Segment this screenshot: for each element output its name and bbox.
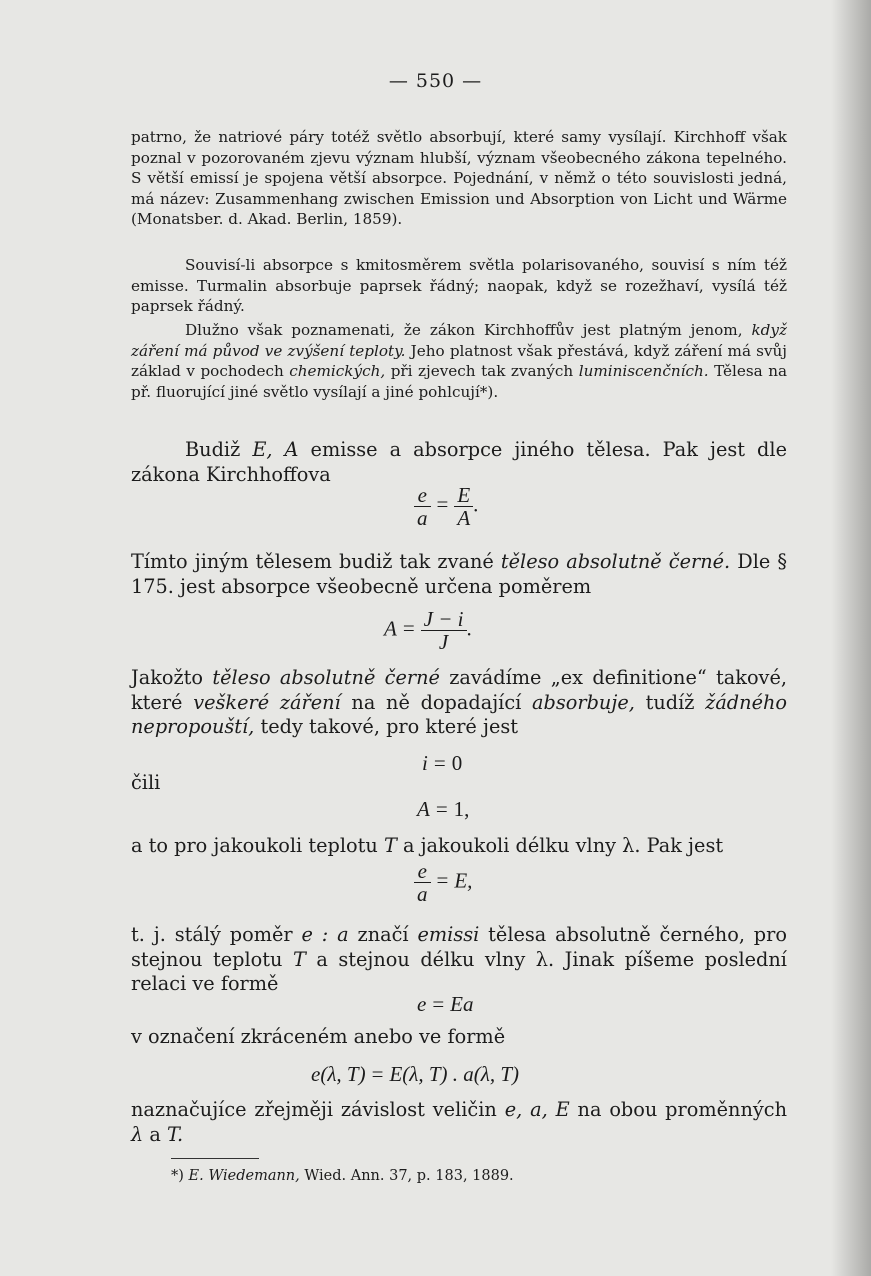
- paragraph-any-temperature: [131, 834, 787, 859]
- math-symbol: T: [383, 834, 397, 857]
- paragraph-text: Jakožto: [131, 666, 204, 689]
- emphasis-text: absorbuje,: [532, 690, 635, 714]
- equation-lhs: A: [384, 616, 397, 641]
- fraction-denominator: a: [417, 882, 428, 906]
- emphasis-text: emissi: [417, 923, 480, 946]
- paragraph-text: Budiž: [185, 438, 241, 461]
- paragraph-constant-ratio: [131, 923, 787, 997]
- paragraph-text: Tělesa na př. fluorující jiné světlo vysílají a jiné pohlcují*).: [131, 362, 788, 401]
- fraction-numerator: E: [454, 484, 473, 507]
- paragraph-budiz: [131, 438, 787, 487]
- paragraph-text: a jakoukoli délku vlny λ. Pak jest: [402, 834, 724, 857]
- emphasis-text: luminiscenčních.: [578, 362, 709, 381]
- fraction: [421, 608, 467, 653]
- equation-rhs: 1,: [453, 797, 470, 821]
- paragraph-text: a stejnou délku vlny λ. Jinak píšeme poslední relaci ve formě: [131, 947, 787, 995]
- emphasis-text: chemických,: [289, 362, 386, 381]
- paragraph-text: Tímto jiným tělesem budiž tak zvané: [131, 550, 494, 573]
- paragraph-definition: [131, 666, 787, 740]
- paragraph-abbreviated: [131, 1025, 787, 1050]
- page-edge-shadow: [831, 0, 871, 1276]
- equation-rhs: E,: [454, 868, 473, 893]
- fraction-numerator: e: [414, 860, 431, 883]
- emphasis-text: když záření má původ ve zvýšení teploty.: [131, 321, 787, 360]
- equation-rhs: E(λ, T) . a(λ, T): [389, 1062, 520, 1086]
- paragraph-text: Dle § 175. jest absorpce všeobecně určena poměrem: [131, 550, 787, 598]
- fraction-denominator: A: [457, 506, 471, 530]
- footnote-mark: *): [171, 1168, 184, 1184]
- paragraph-kirchhoff-intro: [131, 127, 787, 230]
- paragraph-text: emisse a absorpce jiného tělesa. Pak jest dle zákona Kirchhoffova: [131, 438, 787, 486]
- equation-lhs: A: [417, 797, 430, 821]
- footnote: [171, 1168, 514, 1184]
- paragraph-dependence: [131, 1098, 787, 1147]
- emphasis-text: žádného nepropouští,: [131, 690, 788, 738]
- fraction-denominator: J: [438, 630, 449, 654]
- equation-a-one: [417, 797, 469, 822]
- paragraph-text: při zjevech tak zvaných: [390, 362, 574, 381]
- equation-full-form: [311, 1062, 519, 1087]
- equals-sign: =: [371, 1062, 384, 1086]
- math-symbol: T: [292, 947, 306, 971]
- equation-lhs: e: [417, 992, 427, 1016]
- math-symbols: e, a, E: [504, 1098, 570, 1121]
- footnote-reference: Wied. Ann. 37, p. 183, 1889.: [304, 1168, 514, 1184]
- paragraph-text: Dlužno však poznamenati, že zákon Kirchhoffův jest platným jenom,: [185, 321, 743, 339]
- equation-kirchhoff-ratio: [414, 484, 478, 529]
- paragraph-text: patrno, že natriové páry totéž světlo absorbují, které samy vysílají. Kirchhoff však poznal v pozorovaném zjevu význam hlubší, význam všeobecného zákona tepelného. S větší emissí je spojena větší absorpce. Pojednání, v němž o této souvislosti jedná, má název: Zusammenhang zwischen Emission und Absorption von Licht und Wärme (Monatsber. d. Akad. Berlin, 1859).: [131, 128, 787, 229]
- paragraph-absolute-black: [131, 550, 787, 599]
- paragraph-text: tedy takové, pro které jest: [260, 715, 519, 738]
- equals-sign: =: [436, 868, 449, 893]
- equation-period: .: [473, 492, 479, 517]
- paragraph-cili: [131, 771, 787, 796]
- equation-lhs: e(λ, T): [311, 1062, 366, 1086]
- paragraph-text: čili: [131, 771, 161, 794]
- paragraph-text: Souvisí-li absorpce s kmitosměrem světla polarisovaného, souvisí s ním též emisse. Turmalin absorbuje paprsek řádný; naopak, když se rozežhaví, vysílá též paprsek řádný.: [131, 256, 787, 316]
- equals-sign: =: [432, 992, 445, 1016]
- paragraph-text: zavádíme „ex definitione“ takové, které: [131, 666, 787, 714]
- equation-absorption: [384, 608, 472, 653]
- equation-lhs: i: [422, 751, 428, 775]
- emphasis-text: veškeré záření: [193, 690, 341, 714]
- equals-sign: =: [402, 616, 415, 641]
- paragraph-text: značí: [357, 923, 409, 946]
- paragraph-text: a: [149, 1122, 161, 1146]
- paragraph-text: na ně dopadající: [351, 690, 522, 714]
- paragraph-text: Jeho platnost však přestává, když záření má svůj základ v pochodech: [131, 341, 788, 381]
- fraction-right: [454, 484, 473, 529]
- math-symbols: e : a: [301, 923, 349, 946]
- page-number: — 550 —: [388, 70, 483, 92]
- equation-rhs: Ea: [450, 992, 474, 1016]
- fraction: [414, 860, 431, 905]
- equation-e-ea: [417, 992, 474, 1017]
- paragraph-text: naznačujíce zřejměji závislost veličin: [131, 1098, 497, 1121]
- equation-rhs: 0: [451, 751, 463, 775]
- emphasis-text: těleso absolutně černé.: [500, 550, 731, 573]
- paragraph-text: v označení zkráceném anebo ve formě: [131, 1025, 506, 1048]
- paragraph-validity: [131, 320, 787, 402]
- emphasis-text: těleso absolutně černé: [212, 666, 440, 689]
- equals-sign: =: [436, 492, 449, 517]
- fraction-denominator: a: [417, 506, 428, 530]
- paragraph-text: a to pro jakoukoli teplotu: [131, 834, 378, 857]
- paragraph-polarisation: [131, 255, 787, 317]
- paragraph-text: na obou proměnných: [577, 1098, 787, 1121]
- equation-period: .: [466, 616, 472, 641]
- math-symbol: T.: [167, 1122, 184, 1146]
- math-symbol: λ: [131, 1122, 144, 1146]
- paragraph-text: t. j. stálý poměr: [131, 923, 293, 946]
- equals-sign: =: [433, 751, 446, 775]
- math-symbols: E, A: [252, 438, 299, 461]
- fraction-numerator: J − i: [421, 608, 467, 631]
- paragraph-text: tudíž: [645, 690, 695, 714]
- equals-sign: =: [435, 797, 448, 821]
- paragraph-text: tělesa absolutně černého, pro stejnou teplotu: [131, 923, 787, 971]
- footnote-rule: [171, 1158, 259, 1159]
- footnote-author: E. Wiedemann,: [188, 1168, 300, 1184]
- fraction-numerator: e: [414, 484, 431, 507]
- equation-e-over-a: [414, 860, 472, 905]
- fraction-left: [414, 484, 431, 529]
